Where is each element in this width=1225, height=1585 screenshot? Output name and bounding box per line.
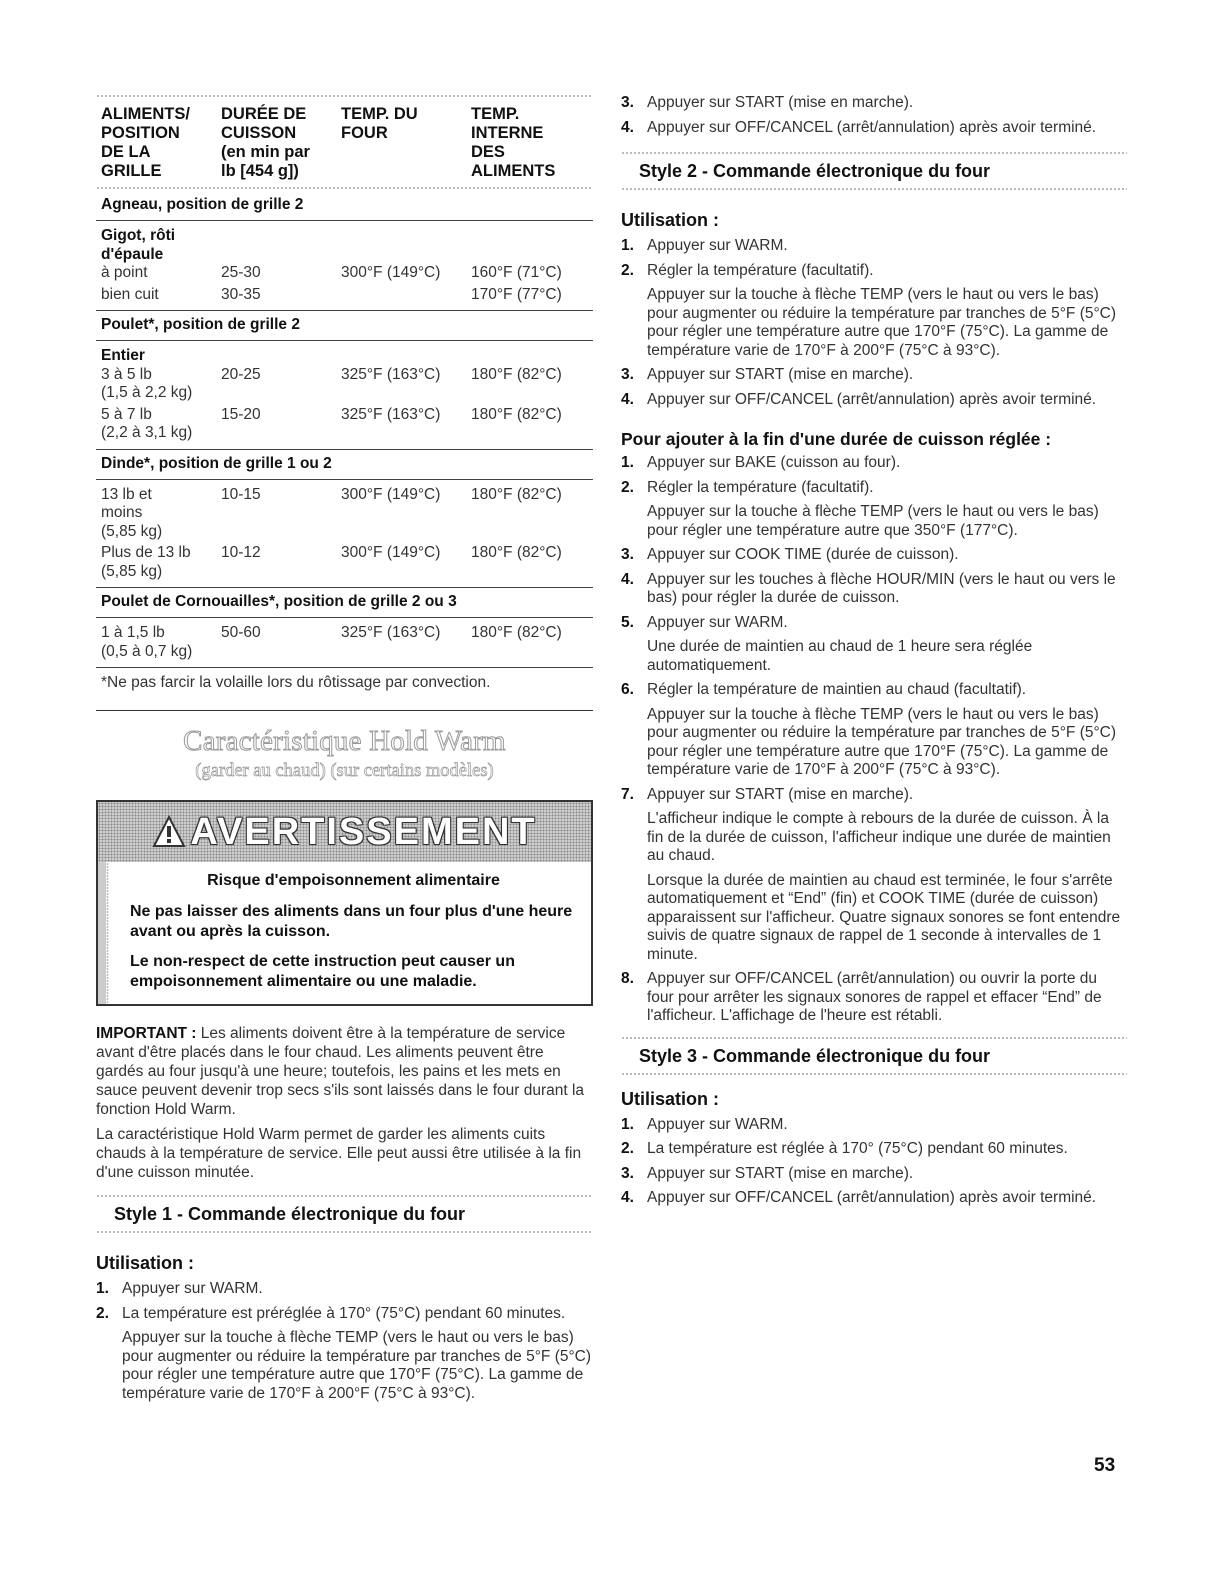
table-section-title: Poulet de Cornouailles*, position de grille 2 ou 3 bbox=[96, 588, 593, 618]
add-step-1: 1. Appuyer sur BAKE (cuisson au four). bbox=[621, 454, 901, 471]
table-cell-oven: 300°F (149°C) bbox=[341, 264, 441, 281]
warning-signal-word bbox=[152, 811, 536, 854]
style1-step-1: 1. Appuyer sur WARM. bbox=[96, 1280, 263, 1297]
table-cell-food: 3 à 5 lb (1,5 à 2,2 kg) bbox=[101, 365, 193, 401]
warning-text-2: Le non-respect de cette instruction peut causer un empoisonnement alimentaire ou une maladie. bbox=[130, 953, 515, 990]
warning-signal-text: AVERTISSEMENT bbox=[190, 810, 537, 853]
holdwarm-title: Caractéristique Hold Warm bbox=[183, 725, 506, 757]
table-cell-time: 20-25 bbox=[221, 365, 261, 383]
table-cell-internal: 180°F (82°C) bbox=[471, 405, 562, 423]
table-header-cell bbox=[221, 105, 341, 181]
table-header-line: INTERNE bbox=[471, 124, 544, 142]
style2-utilisation: Utilisation : bbox=[621, 210, 719, 230]
table-header-line: ALIMENTS bbox=[471, 162, 556, 180]
table-cell-food: à point bbox=[101, 264, 148, 281]
section-divider bbox=[96, 710, 593, 711]
table-header-cell bbox=[341, 105, 471, 181]
table-cell-food: 1 à 1,5 lb (0,5 à 0,7 kg) bbox=[101, 624, 193, 660]
style3-step-1: 1. Appuyer sur WARM. bbox=[621, 1115, 788, 1133]
style3-bottom-rule bbox=[621, 1072, 1127, 1077]
table-cell-internal: 160°F (71°C) bbox=[471, 264, 562, 281]
style2-step-4: 4. Appuyer sur OFF/CANCEL (arrêt/annulation) après avoir terminé. bbox=[621, 390, 1097, 408]
table-cell-time: 15-20 bbox=[221, 405, 261, 423]
style1-heading: Style 1 - Commande électronique du four bbox=[114, 1204, 466, 1224]
add-heading: Pour ajouter à la fin d'une durée de cuisson réglée : bbox=[621, 429, 1052, 449]
style2-step-1: 1. Appuyer sur WARM. bbox=[621, 237, 788, 254]
holdwarm-subtitle: (garder au chaud) (sur certains modèles) bbox=[195, 761, 494, 781]
style2-step-2-detail: Appuyer sur la touche à flèche TEMP (vers le haut ou vers le bas) pour augmenter ou réduire la température par tranches de 5°F (5°C) pour régler une température autre que 170°F (75°C). La gamme de température varie de 170°F à 200°F (75°C à 93°C). bbox=[647, 286, 1117, 359]
warning-signal-band bbox=[98, 802, 591, 862]
table-subheading: Gigot, rôti bbox=[101, 227, 176, 244]
add-step-4: 4. Appuyer sur les touches à flèche HOUR/MIN (vers le haut ou vers le bas) pour régler la durée de cuisson. bbox=[621, 570, 1116, 606]
table-cell-internal: 180°F (82°C) bbox=[471, 624, 562, 641]
table-section-body bbox=[96, 480, 593, 589]
table-row bbox=[101, 624, 593, 661]
add-step-8: 8. Appuyer sur OFF/CANCEL (arrêt/annulation) ou ouvrir la porte du four pour arrêter les signaux sonores de rappel et effacer “End” de l'afficheur. L'affichage de l'heure est rétabli. bbox=[621, 970, 1102, 1024]
style3-heading: Style 3 - Commande électronique du four bbox=[639, 1045, 991, 1066]
table-cell-time: 10-15 bbox=[221, 485, 261, 503]
important-paragraph bbox=[96, 1024, 593, 1119]
add-step-7: 7. Appuyer sur START (mise en marche). bbox=[621, 785, 914, 803]
table-header-line: lb [454 g]) bbox=[221, 162, 299, 180]
table-section-title: Agneau, position de grille 2 bbox=[96, 191, 593, 221]
table-section-title: Poulet*, position de grille 2 bbox=[96, 311, 593, 341]
table-cell-internal: 180°F (82°C) bbox=[471, 485, 562, 503]
add-step-6: 6. Régler la température de maintien au chaud (facultatif). bbox=[621, 681, 1027, 698]
warning-triangle-icon bbox=[152, 815, 186, 849]
add-step-3: 3. Appuyer sur COOK TIME (durée de cuisson). bbox=[621, 546, 959, 563]
style3-utilisation: Utilisation : bbox=[621, 1088, 719, 1109]
holdwarm-description: La caractéristique Hold Warm permet de garder les aliments cuits chauds à la température de service. Elle peut aussi être utilisée à la fin d'une cuisson minutée. bbox=[96, 1126, 582, 1181]
add-step-5-detail: Une durée de maintien au chaud de 1 heure sera réglée automatiquement. bbox=[647, 638, 1033, 674]
table-header-line: POSITION bbox=[101, 124, 180, 142]
add-step-7-detail-1: L'afficheur indique le compte à rebours de la durée de cuisson. À la fin de la durée de cuisson, l'afficheur indique une durée de maintien au chaud. bbox=[647, 810, 1111, 864]
style2-heading: Style 2 - Commande électronique du four bbox=[639, 161, 991, 181]
left-column bbox=[96, 94, 593, 1409]
table-cell-oven: 325°F (163°C) bbox=[341, 624, 441, 641]
table-row bbox=[101, 544, 593, 581]
table-cell-oven bbox=[341, 286, 471, 305]
table-row bbox=[101, 264, 593, 283]
warning-risk: Risque d'empoisonnement alimentaire bbox=[207, 872, 500, 889]
table-header-line: CUISSON bbox=[221, 124, 297, 142]
style1-utilisation: Utilisation : bbox=[96, 1253, 194, 1273]
table-subheading: d'épaule bbox=[101, 245, 164, 263]
warning-text-1: Ne pas laisser des aliments dans un four plus d'une heure avant ou après la cuisson. bbox=[130, 903, 573, 940]
right-column bbox=[621, 94, 1127, 1214]
style3-step-2: 2. La température est réglée à 170° (75°C) pendant 60 minutes. bbox=[621, 1140, 1068, 1157]
important-label: IMPORTANT : bbox=[96, 1025, 197, 1042]
table-cell-time: 50-60 bbox=[221, 624, 261, 641]
add-step-5: 5. Appuyer sur WARM. bbox=[621, 613, 788, 631]
table-cell-oven: 300°F (149°C) bbox=[341, 485, 441, 503]
table-header-line: GRILLE bbox=[101, 162, 162, 180]
roast-table-body bbox=[96, 191, 593, 668]
table-header-line: (en min par bbox=[221, 143, 310, 161]
table-section-body bbox=[96, 618, 593, 668]
table-row bbox=[101, 366, 593, 403]
table-row bbox=[101, 286, 593, 305]
table-header-line: ALIMENTS/ bbox=[101, 105, 190, 123]
table-cell-food: bien cuit bbox=[101, 285, 159, 303]
add-step-6-detail: Appuyer sur la touche à flèche TEMP (vers le haut ou vers le bas) pour augmenter ou réduire la température par tranches de 5°F (5°C) pour régler une température autre que 170°F (75°C). La gamme de température varie de 170°F à 200°F (75°C à 93°C). bbox=[647, 705, 1117, 778]
add-step-2-detail: Appuyer sur la touche à flèche TEMP (vers le haut ou vers le bas) pour régler une température autre que 350°F (177°C). bbox=[647, 503, 1099, 539]
style1-step-3: 3. Appuyer sur START (mise en marche). bbox=[621, 94, 914, 111]
table-cell-oven: 325°F (163°C) bbox=[341, 365, 441, 383]
table-cell-time: 10-12 bbox=[221, 544, 261, 561]
table-cell-food: Plus de 13 lb (5,85 kg) bbox=[101, 544, 191, 580]
add-step-2: 2. Régler la température (facultatif). bbox=[621, 478, 874, 496]
table-header-line bbox=[341, 143, 471, 162]
table-header bbox=[96, 99, 593, 186]
style1-step-4: 4. Appuyer sur OFF/CANCEL (arrêt/annulation) après avoir terminé. bbox=[621, 118, 1097, 136]
table-header-line: DES bbox=[471, 143, 505, 161]
table-cell-food: 13 lb et moins (5,85 kg) bbox=[101, 485, 163, 540]
add-step-7-detail-2: Lorsque la durée de maintien au chaud est terminée, le four s'arrête automatiquement et “End” (fin) et COOK TIME (durée de cuisson) apparaissent sur l'afficheur. Quatre signaux sonores se font entendre suivis de quatre signaux de rappel de 1 seconde à intervalles de 1 minute. bbox=[647, 871, 1121, 963]
important-text: Les aliments doivent être à la température de service avant d'être placés dans le four chaud. Les aliments peuvent être gardés au four jusqu'à une heure; toutefois, les pains et les mets en sauce peuvent devenir trop secs s'ils sont laissés dans le four durant la fonction Hold Warm. bbox=[96, 1025, 585, 1118]
table-cell-time: 30-35 bbox=[221, 285, 261, 303]
table-header-line: TEMP. DU bbox=[341, 105, 418, 123]
style3-step-3: 3. Appuyer sur START (mise en marche). bbox=[621, 1164, 914, 1182]
page-number: 53 bbox=[1094, 1455, 1116, 1476]
table-header-cell bbox=[101, 105, 221, 181]
table-header-line: DURÉE DE bbox=[221, 105, 307, 123]
table-header-line: TEMP. bbox=[471, 105, 520, 123]
style2-bottom-rule bbox=[621, 187, 1127, 192]
style1-step-2: 2. La température est préréglée à 170° (75°C) pendant 60 minutes. bbox=[96, 1304, 566, 1322]
table-cell-oven: 325°F (163°C) bbox=[341, 405, 441, 423]
table-section-body bbox=[96, 221, 593, 311]
table-header-line: FOUR bbox=[341, 124, 388, 142]
table-cell-internal: 180°F (82°C) bbox=[471, 544, 562, 561]
style2-step-2: 2. Régler la température (facultatif). bbox=[621, 261, 874, 279]
table-cell-food: 5 à 7 lb (2,2 à 3,1 kg) bbox=[101, 405, 193, 441]
table-subheading: Entier bbox=[101, 347, 145, 364]
warning-body bbox=[98, 862, 591, 1004]
style1-step-2-detail: Appuyer sur la touche à flèche TEMP (vers le haut ou vers le bas) pour augmenter ou réduire la température par tranches de 5°F (5°C) pour régler une température autre que 170°F (75°C). La gamme de température varie de 170°F à 200°F (75°C à 93°C). bbox=[122, 1329, 592, 1402]
table-cell-oven: 300°F (149°C) bbox=[341, 544, 441, 561]
style3-step-4: 4. Appuyer sur OFF/CANCEL (arrêt/annulation) après avoir terminé. bbox=[621, 1189, 1097, 1206]
table-cell-internal: 180°F (82°C) bbox=[471, 365, 562, 383]
table-footnote: *Ne pas farcir la volaille lors du rôtissage par convection. bbox=[101, 674, 491, 691]
table-section-title: Dinde*, position de grille 1 ou 2 bbox=[96, 450, 593, 480]
table-row bbox=[101, 486, 593, 542]
style1-bottom-rule bbox=[96, 1230, 593, 1235]
table-cell-internal: 170°F (77°C) bbox=[471, 285, 562, 303]
table-section-body bbox=[96, 341, 593, 450]
table-header-line bbox=[341, 162, 471, 181]
table-header-cell bbox=[471, 105, 598, 181]
style2-step-3: 3. Appuyer sur START (mise en marche). bbox=[621, 366, 914, 383]
table-cell-time: 25-30 bbox=[221, 264, 261, 281]
warning-box bbox=[96, 800, 593, 1006]
table-row bbox=[101, 406, 593, 443]
table-header-line: DE LA bbox=[101, 143, 151, 161]
